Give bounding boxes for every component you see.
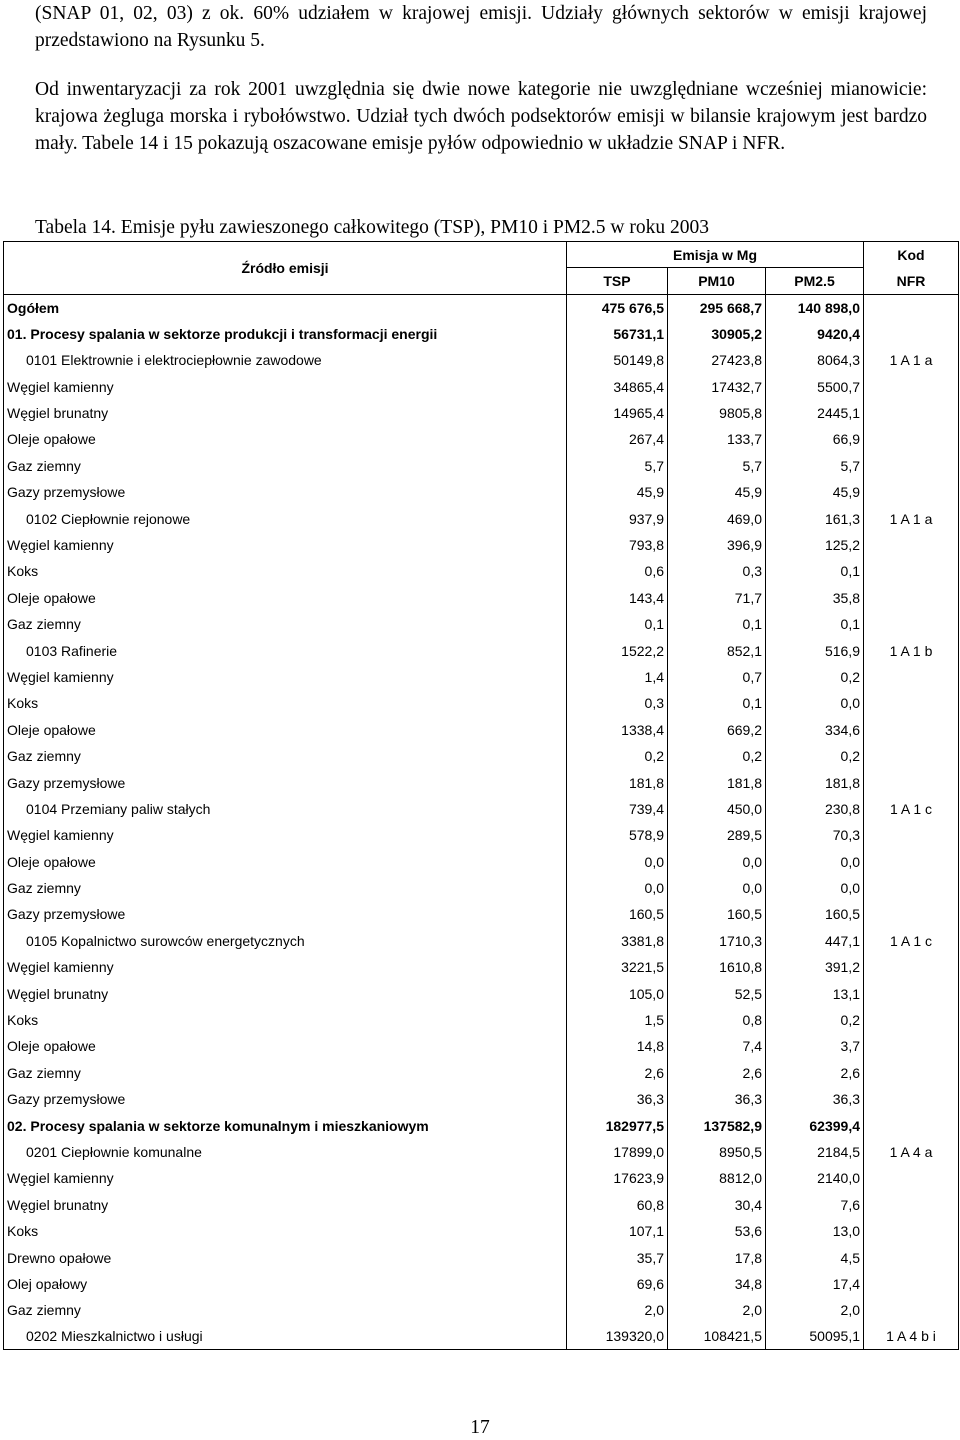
row-tsp-cell: 17623,9 [567,1165,668,1191]
row-pm25-cell: 66,9 [766,426,864,452]
row-code-cell [864,954,959,980]
row-code-cell [864,558,959,584]
row-source-cell: 0101 Elektrownie i elektrociepłownie zawodowe [4,347,567,373]
row-pm25-cell: 516,9 [766,637,864,663]
row-pm10-cell: 7,4 [668,1033,766,1059]
row-pm10-cell: 469,0 [668,505,766,531]
row-source-cell: Drewno opałowe [4,1244,567,1270]
row-source-cell: 02. Procesy spalania w sektorze komunalnym i mieszkaniowym [4,1112,567,1138]
intro-paragraph: (SNAP 01, 02, 03) z ok. 60% udziałem w krajowej emisji. Udziały głównych sektorów w emisji krajowej przedstawiono na Rysunku 5. [35,3,927,51]
row-source-cell: Węgiel kamienny [4,664,567,690]
row-pm10-cell: 2,6 [668,1060,766,1086]
row-source-cell: Koks [4,1218,567,1244]
table-row [4,822,959,848]
row-source-cell: 01. Procesy spalania w sektorze produkcji i transformacji energii [4,321,567,347]
row-code-cell [864,769,959,795]
row-code-cell [864,1060,959,1086]
row-pm10-cell: 289,5 [668,822,766,848]
row-pm25-cell: 13,0 [766,1218,864,1244]
row-pm10-cell: 108421,5 [668,1324,766,1350]
row-code-cell [864,901,959,927]
table-row [4,848,959,874]
row-pm25-cell: 70,3 [766,822,864,848]
row-code-cell: 1 A 4 b i [864,1324,959,1350]
table-row [4,426,959,452]
row-pm25-cell: 125,2 [766,532,864,558]
row-tsp-cell: 60,8 [567,1192,668,1218]
table-row [4,532,959,558]
row-tsp-cell: 0,0 [567,848,668,874]
row-pm10-cell: 0,7 [668,664,766,690]
row-tsp-cell: 56731,1 [567,321,668,347]
row-tsp-cell: 2,6 [567,1060,668,1086]
row-pm25-cell: 0,2 [766,743,864,769]
row-pm25-cell: 35,8 [766,585,864,611]
table-row [4,1271,959,1297]
row-pm25-cell: 447,1 [766,928,864,954]
table-row [4,321,959,347]
table-row [4,373,959,399]
row-code-cell: 1 A 1 a [864,347,959,373]
row-code-cell [864,321,959,347]
row-source-cell: Węgiel kamienny [4,532,567,558]
header-tsp: TSP [567,268,668,294]
row-tsp-cell: 50149,8 [567,347,668,373]
row-source-cell: 0202 Mieszkalnictwo i usługi [4,1324,567,1350]
row-source-cell: Węgiel kamienny [4,822,567,848]
table-row [4,664,959,690]
table-row [4,400,959,426]
row-source-cell: Gaz ziemny [4,875,567,901]
row-tsp-cell: 182977,5 [567,1112,668,1138]
row-tsp-cell: 143,4 [567,585,668,611]
row-code-cell [864,426,959,452]
table-row [4,585,959,611]
row-pm25-cell: 2,6 [766,1060,864,1086]
row-code-cell: 1 A 1 a [864,505,959,531]
row-code-cell [864,1165,959,1191]
row-pm10-cell: 9805,8 [668,400,766,426]
row-tsp-cell: 36,3 [567,1086,668,1112]
row-code-cell [864,532,959,558]
row-code-cell [864,875,959,901]
header-source: Źródło emisji [4,242,567,295]
row-source-cell: 0103 Rafinerie [4,637,567,663]
row-tsp-cell: 5,7 [567,453,668,479]
row-pm25-cell: 140 898,0 [766,294,864,320]
row-code-cell [864,1033,959,1059]
row-source-cell: Gaz ziemny [4,1297,567,1323]
row-pm25-cell: 2140,0 [766,1165,864,1191]
header-code-bottom: NFR [864,268,959,294]
row-tsp-cell: 14965,4 [567,400,668,426]
page-number: 17 [470,1417,490,1438]
table-row [4,690,959,716]
row-pm10-cell: 30,4 [668,1192,766,1218]
row-code-cell [864,400,959,426]
row-code-cell [864,453,959,479]
row-source-cell: Gaz ziemny [4,743,567,769]
row-pm25-cell: 3,7 [766,1033,864,1059]
row-tsp-cell: 17899,0 [567,1139,668,1165]
table-row [4,1086,959,1112]
row-pm25-cell: 45,9 [766,479,864,505]
row-source-cell: Gazy przemysłowe [4,769,567,795]
row-source-cell: Koks [4,558,567,584]
table-row [4,1297,959,1323]
row-pm10-cell: 1610,8 [668,954,766,980]
row-pm10-cell: 2,0 [668,1297,766,1323]
row-pm25-cell: 391,2 [766,954,864,980]
row-pm25-cell: 0,2 [766,1007,864,1033]
table-row [4,717,959,743]
row-pm25-cell: 2,0 [766,1297,864,1323]
row-source-cell: Koks [4,1007,567,1033]
row-pm25-cell: 0,0 [766,848,864,874]
row-pm25-cell: 17,4 [766,1271,864,1297]
row-source-cell: Koks [4,690,567,716]
row-pm10-cell: 133,7 [668,426,766,452]
row-pm10-cell: 0,3 [668,558,766,584]
row-code-cell [864,822,959,848]
row-tsp-cell: 45,9 [567,479,668,505]
row-tsp-cell: 0,6 [567,558,668,584]
row-pm10-cell: 0,8 [668,1007,766,1033]
row-source-cell: Oleje opałowe [4,717,567,743]
row-source-cell: Gazy przemysłowe [4,901,567,927]
table-row [4,637,959,663]
table-row [4,558,959,584]
row-pm25-cell: 161,3 [766,505,864,531]
table-row [4,928,959,954]
row-pm25-cell: 2184,5 [766,1139,864,1165]
row-pm25-cell: 160,5 [766,901,864,927]
row-pm10-cell: 295 668,7 [668,294,766,320]
row-pm10-cell: 1710,3 [668,928,766,954]
row-pm10-cell: 71,7 [668,585,766,611]
row-pm25-cell: 5,7 [766,453,864,479]
row-code-cell [864,294,959,320]
row-tsp-cell: 160,5 [567,901,668,927]
row-source-cell: Oleje opałowe [4,585,567,611]
row-source-cell: 0102 Ciepłownie rejonowe [4,505,567,531]
table-body [4,294,959,1350]
row-pm10-cell: 0,2 [668,743,766,769]
row-tsp-cell: 475 676,5 [567,294,668,320]
header-pm10: PM10 [668,268,766,294]
row-source-cell: Oleje opałowe [4,1033,567,1059]
row-pm25-cell: 4,5 [766,1244,864,1270]
row-tsp-cell: 105,0 [567,980,668,1006]
header-pm25: PM2.5 [766,268,864,294]
row-pm10-cell: 852,1 [668,637,766,663]
row-code-cell [864,611,959,637]
row-pm10-cell: 17432,7 [668,373,766,399]
table-row [4,1007,959,1033]
row-code-cell: 1 A 1 b [864,637,959,663]
row-pm10-cell: 45,9 [668,479,766,505]
table-row [4,1324,959,1350]
row-pm10-cell: 0,0 [668,875,766,901]
row-tsp-cell: 937,9 [567,505,668,531]
row-pm10-cell: 27423,8 [668,347,766,373]
row-code-cell [864,690,959,716]
row-pm10-cell: 137582,9 [668,1112,766,1138]
row-source-cell: Gaz ziemny [4,453,567,479]
table-row [4,1244,959,1270]
row-code-cell [864,1192,959,1218]
row-pm10-cell: 30905,2 [668,321,766,347]
row-pm10-cell: 5,7 [668,453,766,479]
table-row [4,505,959,531]
header-emission-group: Emisja w Mg [567,242,864,268]
row-code-cell [864,717,959,743]
row-code-cell [864,585,959,611]
table-row [4,980,959,1006]
row-pm25-cell: 62399,4 [766,1112,864,1138]
table-row [4,743,959,769]
row-code-cell [864,980,959,1006]
table-row [4,769,959,795]
row-tsp-cell: 1,4 [567,664,668,690]
row-pm10-cell: 181,8 [668,769,766,795]
row-code-cell [864,1297,959,1323]
header-code-top: Kod [864,242,959,268]
row-pm10-cell: 53,6 [668,1218,766,1244]
row-tsp-cell: 34865,4 [567,373,668,399]
table-row [4,1112,959,1138]
row-code-cell [864,1218,959,1244]
row-tsp-cell: 1338,4 [567,717,668,743]
row-source-cell: 0201 Ciepłownie komunalne [4,1139,567,1165]
row-tsp-cell: 107,1 [567,1218,668,1244]
table-row [4,453,959,479]
row-source-cell: Gazy przemysłowe [4,1086,567,1112]
row-pm10-cell: 36,3 [668,1086,766,1112]
row-tsp-cell: 739,4 [567,796,668,822]
row-code-cell: 1 A 1 c [864,796,959,822]
row-code-cell: 1 A 4 a [864,1139,959,1165]
row-tsp-cell: 0,3 [567,690,668,716]
row-code-cell [864,1007,959,1033]
row-tsp-cell: 69,6 [567,1271,668,1297]
row-pm25-cell: 50095,1 [766,1324,864,1350]
row-pm25-cell: 5500,7 [766,373,864,399]
row-pm10-cell: 0,1 [668,690,766,716]
row-code-cell [864,848,959,874]
row-pm10-cell: 34,8 [668,1271,766,1297]
row-code-cell [864,479,959,505]
row-pm25-cell: 36,3 [766,1086,864,1112]
row-code-cell [864,1112,959,1138]
row-code-cell [864,1086,959,1112]
table-row [4,1060,959,1086]
table-row [4,875,959,901]
table-row [4,611,959,637]
table-row [4,479,959,505]
row-source-cell: Węgiel kamienny [4,373,567,399]
row-tsp-cell: 3221,5 [567,954,668,980]
row-pm25-cell: 8064,3 [766,347,864,373]
row-source-cell: 0105 Kopalnictwo surowców energetycznych [4,928,567,954]
row-source-cell: Ogółem [4,294,567,320]
row-code-cell [864,1244,959,1270]
row-tsp-cell: 139320,0 [567,1324,668,1350]
table-row [4,1139,959,1165]
row-source-cell: 0104 Przemiany paliw stałych [4,796,567,822]
row-tsp-cell: 1522,2 [567,637,668,663]
row-pm10-cell: 0,0 [668,848,766,874]
table-row [4,796,959,822]
row-pm10-cell: 450,0 [668,796,766,822]
row-pm25-cell: 0,1 [766,611,864,637]
row-pm25-cell: 7,6 [766,1192,864,1218]
row-pm25-cell: 9420,4 [766,321,864,347]
row-source-cell: Węgiel brunatny [4,400,567,426]
row-source-cell: Oleje opałowe [4,848,567,874]
table-row [4,1165,959,1191]
row-tsp-cell: 793,8 [567,532,668,558]
row-tsp-cell: 0,1 [567,611,668,637]
row-source-cell: Węgiel kamienny [4,1165,567,1191]
table-row [4,1033,959,1059]
row-pm25-cell: 334,6 [766,717,864,743]
row-source-cell: Węgiel brunatny [4,980,567,1006]
row-pm25-cell: 0,0 [766,875,864,901]
table-row [4,901,959,927]
row-pm10-cell: 8812,0 [668,1165,766,1191]
emissions-table [3,241,959,1350]
row-tsp-cell: 1,5 [567,1007,668,1033]
table-row [4,1218,959,1244]
row-tsp-cell: 0,2 [567,743,668,769]
row-tsp-cell: 181,8 [567,769,668,795]
table-row [4,347,959,373]
row-tsp-cell: 267,4 [567,426,668,452]
row-source-cell: Gaz ziemny [4,611,567,637]
row-pm10-cell: 396,9 [668,532,766,558]
row-code-cell [864,373,959,399]
row-source-cell: Gazy przemysłowe [4,479,567,505]
row-pm10-cell: 160,5 [668,901,766,927]
row-pm25-cell: 0,0 [766,690,864,716]
row-pm10-cell: 8950,5 [668,1139,766,1165]
table-row [4,294,959,320]
row-code-cell: 1 A 1 c [864,928,959,954]
row-code-cell [864,1271,959,1297]
row-code-cell [864,664,959,690]
row-pm25-cell: 230,8 [766,796,864,822]
row-pm10-cell: 669,2 [668,717,766,743]
row-pm10-cell: 0,1 [668,611,766,637]
row-tsp-cell: 3381,8 [567,928,668,954]
row-pm25-cell: 0,2 [766,664,864,690]
row-pm25-cell: 13,1 [766,980,864,1006]
row-pm25-cell: 0,1 [766,558,864,584]
row-pm10-cell: 17,8 [668,1244,766,1270]
row-source-cell: Węgiel brunatny [4,1192,567,1218]
row-tsp-cell: 578,9 [567,822,668,848]
row-tsp-cell: 14,8 [567,1033,668,1059]
row-pm25-cell: 2445,1 [766,400,864,426]
row-tsp-cell: 35,7 [567,1244,668,1270]
row-tsp-cell: 0,0 [567,875,668,901]
row-source-cell: Węgiel kamienny [4,954,567,980]
table-row [4,1192,959,1218]
categories-paragraph: Od inwentaryzacji za rok 2001 uwzględnia się dwie nowe kategorie nie uwzględniane wcześniej mianowicie: krajowa żegluga morska i rybołówstwo. Udział tych dwóch podsektorów emisji w bilansie krajowym jest bardzo mały. Tabele 14 i 15 pokazują oszacowane emisje pyłów odpowiednio w układzie SNAP i NFR. [35,79,927,154]
row-pm10-cell: 52,5 [668,980,766,1006]
table-caption: Tabela 14. Emisje pyłu zawieszonego całkowitego (TSP), PM10 i PM2.5 w roku 2003 [35,217,709,238]
row-source-cell: Olej opałowy [4,1271,567,1297]
row-source-cell: Gaz ziemny [4,1060,567,1086]
row-code-cell [864,743,959,769]
row-pm25-cell: 181,8 [766,769,864,795]
row-source-cell: Oleje opałowe [4,426,567,452]
row-tsp-cell: 2,0 [567,1297,668,1323]
table-row [4,954,959,980]
